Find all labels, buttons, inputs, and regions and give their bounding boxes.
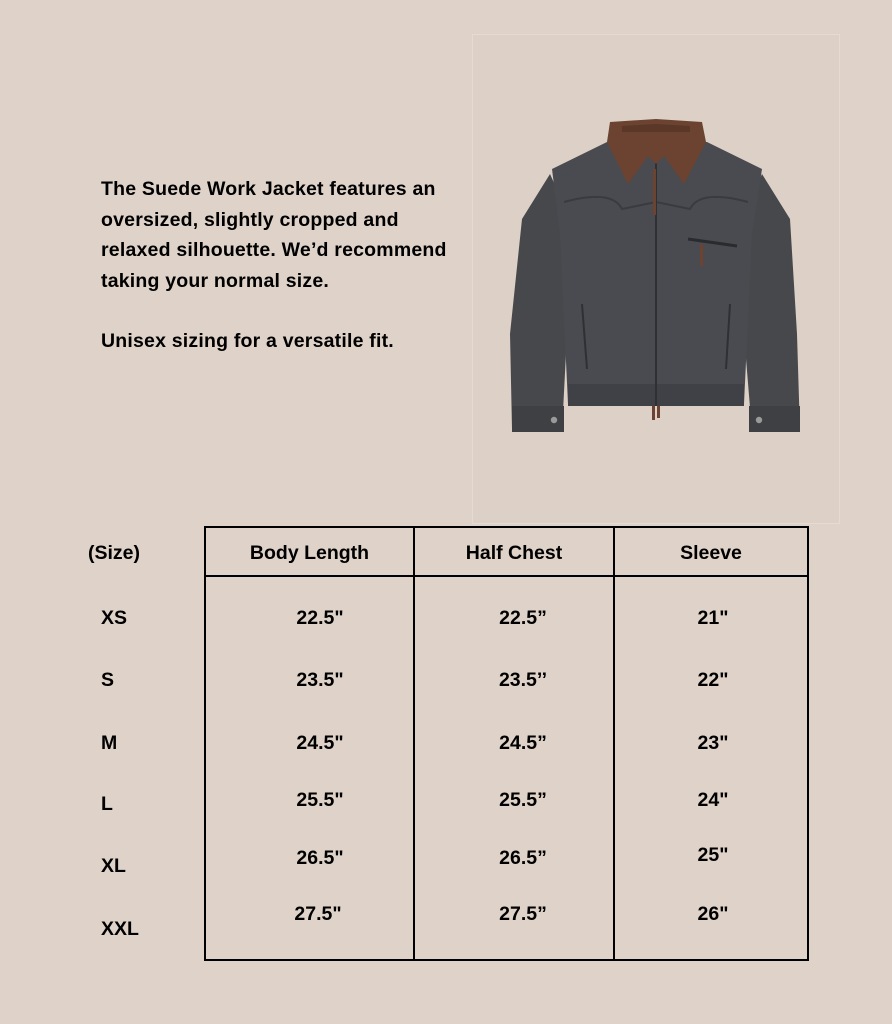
- table-column-divider: [413, 526, 415, 959]
- sleeve-xs: 21": [697, 607, 729, 629]
- sleeve-m: 23": [697, 732, 729, 754]
- table-header-divider: [204, 575, 809, 577]
- body-length-l: 25.5": [296, 789, 344, 811]
- half-chest-xl: 26.5”: [499, 847, 547, 869]
- size-label-m: M: [101, 732, 118, 754]
- product-description: [101, 174, 461, 357]
- sleeve-s: 22": [697, 669, 729, 691]
- size-label-s: S: [101, 669, 115, 691]
- half-chest-xxl: 27.5”: [499, 903, 547, 925]
- body-length-s: 23.5": [296, 669, 344, 691]
- body-length-m: 24.5": [296, 732, 344, 754]
- description-unisex-text: Unisex sizing for a versatile fit.: [101, 330, 394, 352]
- half-chest-xs: 22.5”: [499, 607, 547, 629]
- jacket-illustration: [472, 34, 840, 524]
- size-column-header: (Size): [88, 542, 141, 564]
- header-body-length: Body Length: [249, 542, 370, 564]
- size-label-xxl: XXL: [101, 918, 139, 940]
- header-sleeve: Sleeve: [680, 542, 742, 564]
- sleeve-xl: 25": [697, 844, 729, 866]
- header-half-chest: Half Chest: [465, 542, 563, 564]
- body-length-xl: 26.5": [296, 847, 344, 869]
- body-length-xxl: 27.5": [294, 903, 342, 925]
- description-fit-text: The Suede Work Jacket features an oversized, slightly cropped and relaxed silhouette. We’d recommend taking your normal size.: [101, 178, 447, 292]
- half-chest-s: 23.5’’: [498, 669, 548, 691]
- product-photo: [472, 34, 840, 524]
- body-length-xs: 22.5": [296, 607, 344, 629]
- sleeve-l: 24": [697, 789, 729, 811]
- size-label-xs: XS: [101, 607, 128, 629]
- half-chest-l: 25.5”: [499, 789, 547, 811]
- table-column-divider: [613, 526, 615, 959]
- size-label-l: L: [101, 793, 113, 815]
- sleeve-xxl: 26": [697, 903, 729, 925]
- size-label-xl: XL: [101, 855, 126, 877]
- half-chest-m: 24.5”: [499, 732, 547, 754]
